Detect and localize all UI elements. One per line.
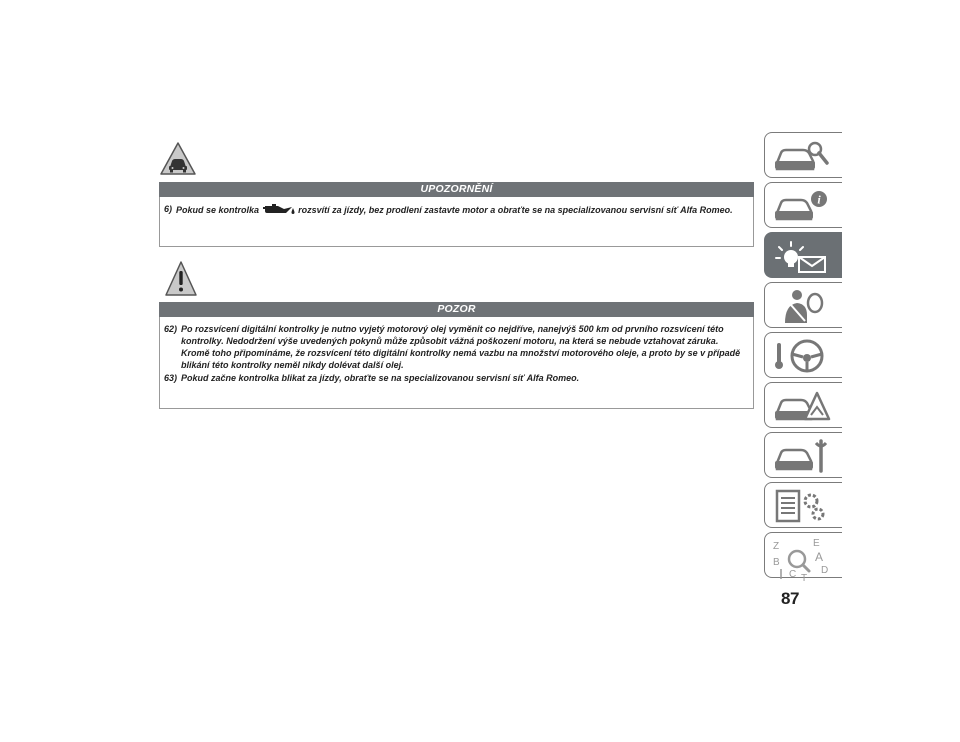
index-letter: B [773, 557, 780, 568]
steering-wheel-icon [771, 337, 833, 375]
tab-technical-data[interactable] [764, 482, 842, 528]
car-magnifier-icon [771, 137, 833, 175]
index-letter: E [813, 538, 820, 549]
caution-title: POZOR [437, 303, 476, 315]
car-wrench-icon [771, 437, 833, 475]
index-letter: T [801, 573, 808, 581]
note-text-before: Pokud se kontrolka [176, 205, 260, 215]
alphabet-index-icon [771, 537, 833, 581]
tab-driving[interactable] [764, 332, 842, 378]
exclamation-warning-icon [164, 260, 198, 298]
caution-box [159, 317, 754, 409]
index-letter: A [815, 550, 824, 564]
seatbelt-airbag-icon [771, 287, 833, 325]
car-warning-icon [159, 141, 197, 177]
tab-maintenance[interactable] [764, 432, 842, 478]
caution-note [164, 323, 749, 371]
index-letter: C [789, 569, 797, 580]
note-text-after: rozsvítí za jízdy, bez prodlení zastavte motor a obraťte se na specializovanou servisní síť Alfa Romeo. [298, 205, 733, 215]
caution-header-bar [159, 302, 754, 317]
oil-pressure-icon [262, 203, 296, 215]
caution-note [164, 372, 749, 384]
note-number: 63) [164, 373, 178, 383]
warning-title: UPOZORNĚNÍ [420, 183, 493, 195]
tab-safety[interactable] [764, 282, 842, 328]
page-number: 87 [781, 589, 799, 608]
car-hazard-icon [771, 387, 833, 425]
warning-light-message-icon [771, 237, 833, 275]
note-number: 6) [164, 204, 173, 214]
tab-emergency[interactable] [764, 382, 842, 428]
index-letter: Z [773, 541, 780, 552]
note-text: Po rozsvícení digitální kontrolky je nutno vyjetý motorový olej vyměnit co nejdříve, nanejvýš 500 km od prvního rozsvícení této kontrolky. Nedodržení výše uvedených pokynů může způsobit vážná poškození motoru, na která se nebude vztahovat záruka. Kromě toho připomínáme, že rozsvícení této digitální kontrolky nemá vazbu na množství motorového oleje, a proto by se v případě blikání této kontrolky neměl nikdy dolévat další olej. [181, 324, 741, 370]
warning-box [159, 197, 754, 247]
warning-header-bar [159, 182, 754, 197]
index-letter: D [821, 565, 829, 576]
tab-car-info[interactable] [764, 182, 842, 228]
document-gears-icon [771, 487, 833, 525]
svg-text:i: i [817, 192, 821, 207]
note-text: Pokud začne kontrolka blikat za jízdy, obraťte se na specializovanou servisní síť Alfa Romeo. [181, 373, 580, 383]
tab-warning-lights[interactable] [764, 232, 842, 278]
note-number: 62) [164, 324, 178, 334]
car-info-icon [771, 187, 833, 225]
tab-alphabetical-index[interactable] [764, 532, 842, 581]
warning-note [164, 203, 749, 216]
tab-get-to-know-car[interactable] [764, 132, 842, 178]
